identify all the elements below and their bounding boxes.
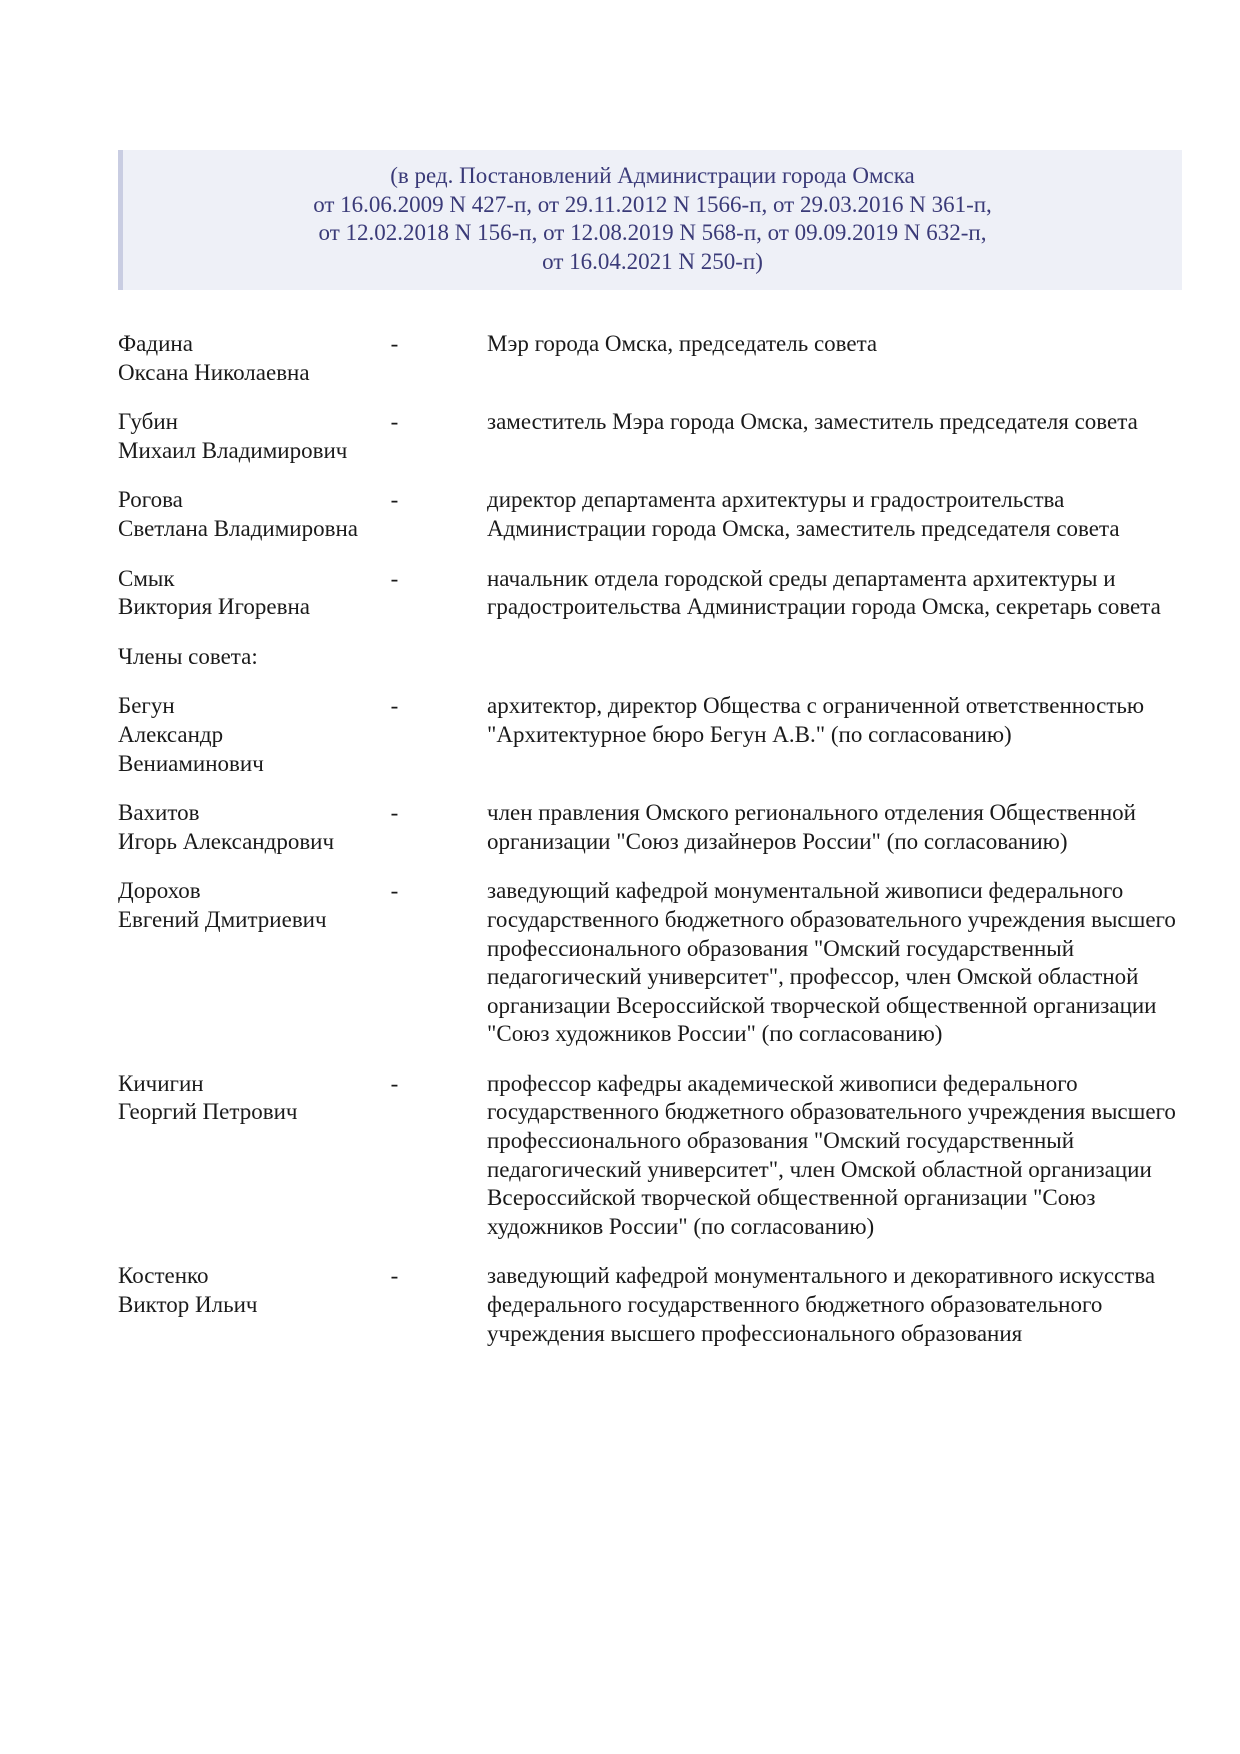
roster-entry-chair xyxy=(118,330,1182,387)
surname: Вахитов xyxy=(118,800,200,826)
separator-dash: - xyxy=(390,331,399,356)
person-role: директор департамента архитектуры и градостроительства Администрации города Омска, заместитель председателя совета xyxy=(487,487,1120,541)
given-names: Игорь Александрович xyxy=(118,828,335,854)
person-name xyxy=(118,408,398,465)
person-name xyxy=(118,799,398,856)
given-names: Виктория Игоревна xyxy=(118,594,310,620)
person-role: профессор кафедры академической живописи федерального государственного бюджетного образовательного учреждения высшего профессионального образования "Омский государственный педагогический университет", член Омской областной организации Всероссийской творческой общественной организации "Союз художников России" (по согласованию) xyxy=(487,1070,1176,1239)
roster-entry-member xyxy=(118,692,1182,778)
person-role: заместитель Мэра города Омска, заместитель председателя совета xyxy=(487,409,1138,435)
roster-entry-member xyxy=(118,877,1182,1049)
roster-entry-deputy-chair xyxy=(118,486,1182,543)
surname: Фадина xyxy=(118,331,193,356)
separator-dash: - xyxy=(390,1263,399,1289)
separator-dash: - xyxy=(390,693,399,719)
notice-line: от 16.06.2009 N 427-п, от 29.11.2012 N 1566-п, от 29.03.2016 N 361-п, xyxy=(313,191,992,217)
person-role: заведующий кафедрой монументального и декоративного искусства федерального государственного бюджетного образовательного учреждения высшего профессионального образования xyxy=(487,1263,1156,1346)
surname: Губин xyxy=(118,409,178,435)
person-name xyxy=(118,877,398,1049)
notice-line: от 12.02.2018 N 156-п, от 12.08.2019 N 568-п, от 09.09.2019 N 632-п, xyxy=(318,220,987,245)
given-names: Светлана Владимировна xyxy=(118,515,358,541)
roster-entry-member xyxy=(118,1070,1182,1242)
person-role: начальник отдела городской среды департамента архитектуры и градостроительства Администрации города Омска, секретарь совета xyxy=(487,565,1161,620)
person-name xyxy=(118,1262,398,1348)
members-heading: Члены совета: xyxy=(118,643,258,669)
given-names: Виктор Ильич xyxy=(118,1292,258,1318)
person-name xyxy=(118,330,398,387)
person-role: заведующий кафедрой монументальной живописи федерального государственного бюджетного образовательного учреждения высшего профессионального образования "Омский государственный педагогический университет", профессор, член Омской областной организации Всероссийской творческой общественной организации "Союз художников России" (по согласованию) xyxy=(487,878,1176,1047)
roster-entry-member xyxy=(118,1262,1182,1348)
given-name: Александр xyxy=(118,721,224,747)
surname: Смык xyxy=(118,565,175,591)
separator-dash: - xyxy=(390,487,399,513)
person-name xyxy=(118,486,398,543)
given-names: Оксана Николаевна xyxy=(118,359,310,385)
surname: Рогова xyxy=(118,487,183,513)
person-name xyxy=(118,565,398,622)
amendments-notice xyxy=(118,150,1182,290)
given-names: Михаил Владимирович xyxy=(118,437,348,463)
person-role: архитектор, директор Общества с ограниченной ответственностью "Архитектурное бюро Бегун А.В." (по согласованию) xyxy=(487,693,1145,747)
surname: Костенко xyxy=(118,1263,209,1289)
roster-entry-deputy-chair xyxy=(118,408,1182,465)
council-roster xyxy=(118,330,1182,1348)
person-role: член правления Омского регионального отделения Общественной организации "Союз дизайнеров России" (по согласованию) xyxy=(487,800,1136,854)
separator-dash: - xyxy=(390,1070,399,1096)
person-name xyxy=(118,1070,398,1242)
notice-line: от 16.04.2021 N 250-п) xyxy=(542,248,763,274)
roster-entry-secretary xyxy=(118,565,1182,622)
person-name xyxy=(118,692,398,778)
separator-dash: - xyxy=(390,878,399,904)
person-role: Мэр города Омска, председатель совета xyxy=(487,331,878,356)
given-names: Георгий Петрович xyxy=(118,1099,298,1125)
separator-dash: - xyxy=(390,409,399,435)
notice-line: (в ред. Постановлений Администрации города Омска xyxy=(390,163,915,188)
surname: Кичигин xyxy=(118,1070,204,1096)
surname: Бегун xyxy=(118,693,175,719)
separator-dash: - xyxy=(390,800,399,826)
given-names: Евгений Дмитриевич xyxy=(118,906,327,932)
roster-entry-member xyxy=(118,799,1182,856)
surname: Дорохов xyxy=(118,878,201,904)
patronymic: Вениаминович xyxy=(118,750,264,776)
separator-dash: - xyxy=(390,565,399,591)
